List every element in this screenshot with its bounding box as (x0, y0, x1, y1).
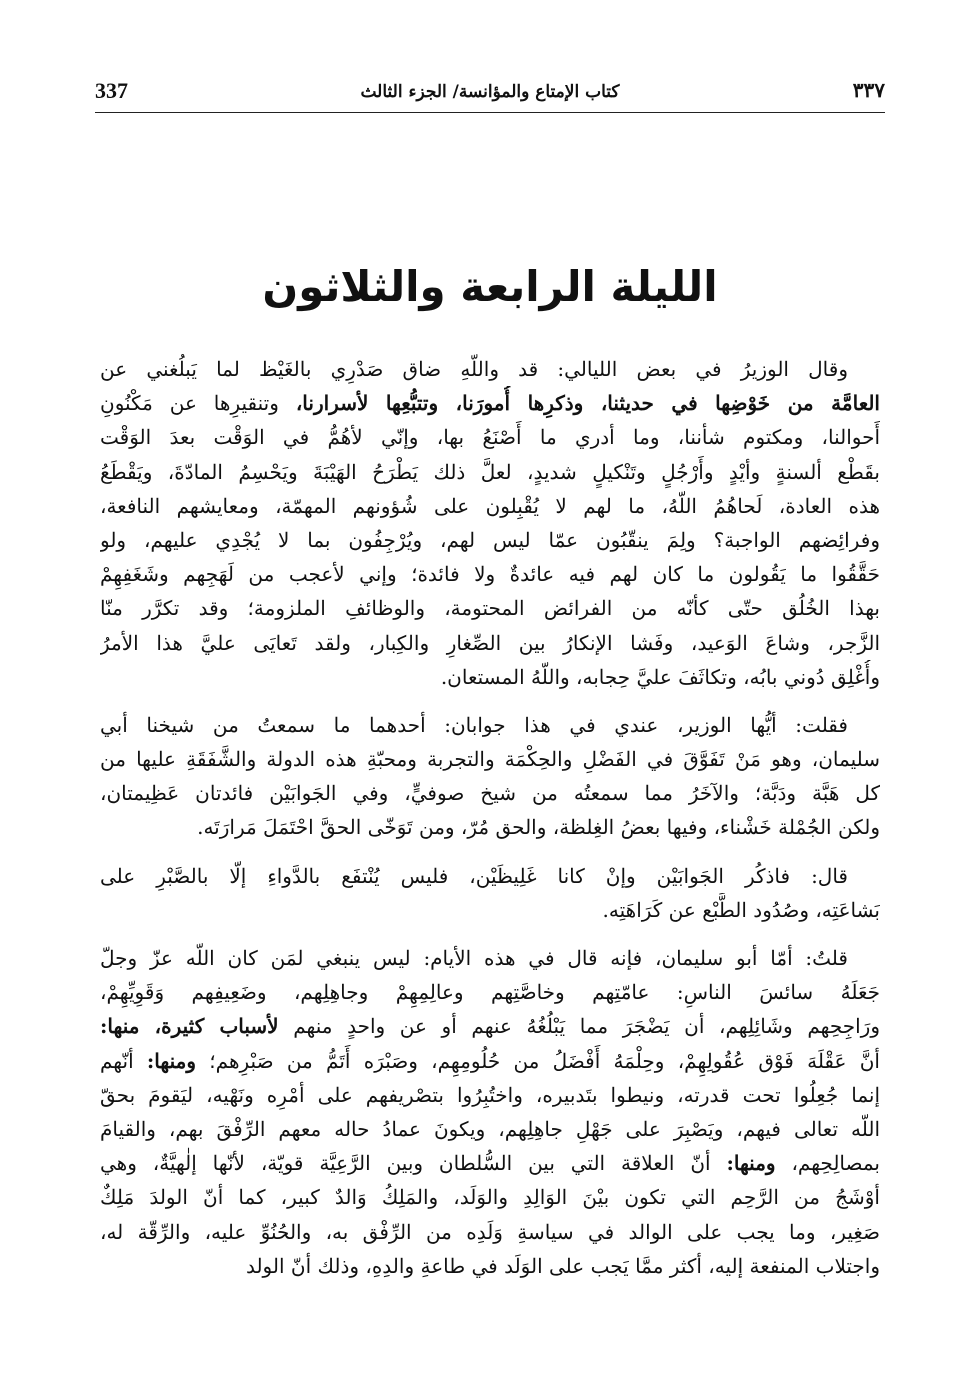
bold-text: لأسباب كثيرة، منها: (100, 1014, 279, 1039)
text-line (100, 941, 880, 975)
bold-text: العامَّة من خَوْضِها في حديثنا، وذكرِها أُمورَنا، وتتبُّعِها لأسرارنا، (295, 391, 880, 416)
bold-text: ومنها: (146, 1048, 197, 1073)
text-line (100, 1078, 880, 1112)
text-segment: فقلت: أيُّها الوزير، عندي في هذا جوابان: أحدهما ما سمعتُ من شيخنا أبي (100, 712, 848, 737)
text-segment: إنما جُعِلُوا تحت قدرته، ونيطوا بتَدبيره، واختُبِرُوا بتصْريفهم على أمْرِه ونَهْيه، ليَقومَ بحقّ (100, 1082, 880, 1107)
text-line (100, 352, 880, 386)
text-line (100, 1146, 880, 1180)
text-segment: أنّهم (100, 1048, 147, 1073)
text-segment: بمصالِحِهم، (775, 1151, 880, 1176)
text-line (100, 742, 880, 776)
text-segment: حَقَّقُوا ما يَقُولون ما كان لهم فيه عائدةٌ ولا فائدة؛ وإني لأعجب من لَهَجِهم وشَغَفِهِمْ (100, 562, 880, 587)
text-segment: أنّ العلاقة التي بين السُّلطان وبين الرَّعِيَّة قويّة، لأنّها إلٰهيَّةٌ، وهي (100, 1151, 727, 1176)
text-line (100, 1044, 880, 1078)
text-segment: وتنقيرِها عن مَكْنُونِ (100, 391, 296, 416)
text-line (100, 1009, 880, 1043)
text-line (100, 420, 880, 454)
text-line (100, 1249, 880, 1283)
text-line (100, 660, 880, 694)
text-segment: كل هَبَّة ودَبَّة؛ والآخَرُ مما سمعتُه من شيخ صوفيٍّ، وفي الجَوابَيْن فائدتان عَظِيمتان، (100, 781, 880, 806)
page-number-arabic: ٣٣٧ (852, 78, 885, 102)
text-segment: صَغِير، وما يجب على الوالد في سياسةِ وَلَدِه من الرِّفْق به، والحُنُوِّ عليه، والرِّقّة له، (100, 1219, 880, 1244)
text-segment: ولكن الجُمْلة خَشْناء، وفيها بعضُ الغِلظة، والحق مُرّ، ومن تَوَخّى الحقَّ احْتَمَلَ مَرارَتَه. (197, 815, 880, 840)
text-line (100, 591, 880, 625)
page-number: 337 (95, 78, 128, 103)
text-segment: الزَّجر، وشاعَ الوَعيد، وفَشا الإنكارُ بين الصِّغارِ والكِبار، ولقد تَعايَى عليَّ هذا الأمرُ (100, 630, 880, 655)
text-segment: وفرائِضهم الواجبة؟ ولِمَ ينقّبُون عمّا ليس لهم، ويُرْجِفُون بما لا يُجْدِي عليهم، ولو (100, 527, 880, 552)
text-line (100, 386, 880, 420)
text-segment: ورَاجِحِهم وشَائِلِهم، أن يَضْجَرَ مما يَبْلُغُهُ عنهم أو عن واحدٍ منهم (278, 1014, 880, 1039)
text-segment: بقَطْع ألسنةٍ وأيْدٍ وأَرْجُلٍ وتَنْكيلٍ شديدٍ، لعلَّ ذلك يَطْرَحُ الهَيْبَةَ ويَحْسِمُ المادّةَ، ويَقْطَعُ (100, 459, 880, 484)
text-line (100, 1180, 880, 1214)
header-rule (95, 112, 885, 113)
text-segment: بهذا الخُلُق حتّى كأنّه من الفرائض المحتومة، والوظائفِ الملزومة؛ وقد تكرَّر منّا (100, 596, 880, 621)
text-line (100, 523, 880, 557)
text-line (100, 557, 880, 591)
text-segment: بَشاعَتِه، وصُدُود الطَّبْع عن كَرَاهَتِه. (602, 897, 880, 922)
text-segment: قال: فاذكُر الجَوابَيْن وإنْ كانا غَلِيظَيْن، فليس يُنْتفَع بالدَّواءِ إلّا بالصَّبْرِ على (100, 863, 848, 888)
text-line (100, 1112, 880, 1146)
paragraph (100, 859, 880, 927)
text-line (100, 893, 880, 927)
text-segment: اللّه تعالى فيهم، ويَصْبِرَ على جَهْلِ جاهِلِهم، ويكونَ عمادُ حاله معهم الرِّفْقَ بهم، والقيامَ (100, 1116, 880, 1141)
text-line (100, 859, 880, 893)
running-title: كتاب الإمتاع والمؤانسة/ الجزء الثالث (360, 82, 620, 102)
text-line (100, 626, 880, 660)
paragraph (100, 352, 880, 694)
text-line (100, 455, 880, 489)
text-segment: وأُغْلِق دُوني بابُه، وتكاثَفَ عليَّ حِجابه، واللّهُ المستعان. (440, 664, 880, 689)
text-line (100, 975, 880, 1009)
text-segment: أوْشَجُ من الرَّحِم التي تكون بيْنَ الوَالِدِ والوَلَد، والمَلِكُ وَالدٌ كبير، كما أنّ الولدَ مَلِكٌ (100, 1185, 880, 1210)
bold-text: ومنها: (726, 1151, 776, 1176)
text-segment: وقال الوزيرُ في بعض الليالي: قد واللّهِ ضاق صَدْرِي بالغَيْظ لما يَبلُغني عن (100, 357, 848, 381)
text-line (100, 776, 880, 810)
paragraph (100, 708, 880, 845)
text-line (100, 489, 880, 523)
text-line (100, 708, 880, 742)
text-segment: قلتُ: أمّا أبو سليمان، فإنه قال في هذه الأيام: ليس ينبغي لمَن كان اللّه عزّ وجلّ (100, 946, 848, 970)
text-segment: جَعَلَهُ سائسَ الناسِ: عامّتِهم وخاصَّتِهم وعالِمِهِمْ وجاهِلِهم، وضَعِيفِهم وَقَوِيِّهِمْ، (100, 980, 880, 1005)
paragraph (100, 941, 880, 1283)
text-segment: واجتلاب المنفعة إليه، أكثر ممَّا يَجب على الوَلَد في طاعةِ والدِهِ، وذلك أنّ الولد (245, 1253, 880, 1278)
text-segment: سليمان، وهو مَنْ تَفَوَّقَ في الفَضْلِ والحِكْمَة والتجربة ومحبّةِ هذه الدولة والشَّفَقَةِ عليها من (100, 747, 880, 772)
text-line (100, 810, 880, 844)
text-line (100, 1215, 880, 1249)
running-header (95, 78, 885, 108)
text-segment: هذه العادة، لَحاهُمُ اللّهُ، ما لهم لا يُقْبِلون على شُؤونهم المهمّة، ومعايشهم النافعة، (100, 493, 880, 518)
body-text (100, 352, 880, 1297)
text-segment: أَحوالنا، ومكتوم شأننا، وما أدري ما أَصْنَعُ بها، وإنّي لأهُمُّ في الوَقْت بعدَ الوَقْت (100, 425, 880, 450)
chapter-title: الليلة الرابعة والثلاثون (262, 262, 718, 311)
text-segment: أنَّ عَقْلَهَ فَوْق عُقُولِهِمْ، وحِلْمَهُ أَفْضَلُ من حُلُومِهِم، وصَبْرَه أَتَمُّ من صَبْرِهم؛ (196, 1048, 880, 1073)
